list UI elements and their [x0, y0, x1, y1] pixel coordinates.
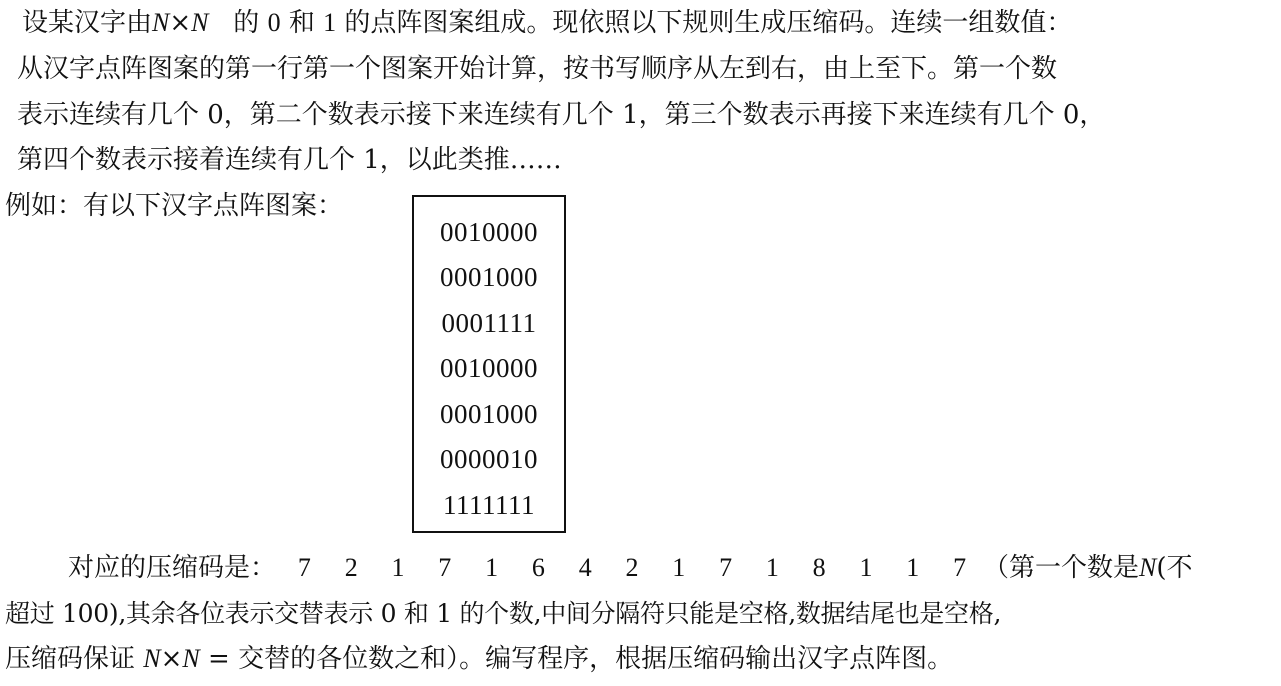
code-value: 1 — [765, 553, 779, 582]
p1-text-a: 设某汉字由 — [22, 8, 153, 38]
matrix-row: 0001000 — [440, 399, 538, 429]
matrix-row: 1111111 — [443, 490, 535, 520]
p1-text-c: 和 — [288, 8, 315, 38]
code-prefix: 对应的压缩码是： — [68, 553, 277, 583]
p1-text-b: 的 — [233, 8, 260, 38]
times-sign: × — [169, 8, 192, 38]
paragraph1-line4: 第四个数表示接着连续有几个 1，以此类推…… — [17, 145, 562, 175]
var-n: N — [152, 8, 170, 37]
example-label: 例如：有以下汉字点阵图案： — [5, 191, 344, 221]
p2-text-a: 压缩码保证 — [5, 644, 136, 674]
code-value: 7 — [297, 553, 311, 582]
code-value: 7 — [953, 553, 967, 582]
code-value: 2 — [344, 553, 358, 582]
code-value: 7 — [719, 553, 733, 582]
paragraph1-line1 — [22, 0, 1072, 46]
code-value: 1 — [859, 553, 873, 582]
digit-zero: 0 — [267, 8, 281, 37]
code-value: 8 — [812, 553, 826, 582]
code-value: 6 — [531, 553, 545, 582]
code-value: 1 — [485, 553, 499, 582]
digit-one: 1 — [323, 8, 337, 37]
var-n: N — [1138, 553, 1157, 582]
code-value: 1 — [906, 553, 920, 582]
matrix-row: 0001000 — [440, 262, 538, 292]
paragraph1-line2: 从汉字点阵图案的第一行第一个图案开始计算，按书写顺序从左到右，由上至下。第一个数 — [17, 54, 1058, 84]
paragraph2-line1 — [68, 545, 1192, 591]
code-value: 7 — [438, 553, 452, 582]
paragraph1-line3: 表示连续有几个 0，第二个数表示接下来连续有几个 1，第三个数表示再接下来连续有几个 0， — [17, 100, 1106, 130]
note-a: （第一个数是 — [982, 553, 1139, 583]
code-value: 1 — [672, 553, 686, 582]
matrix-row: 0010000 — [440, 217, 538, 247]
note-b: (不 — [1156, 553, 1193, 583]
paragraph2-line2: 超过 100),其余各位表示交替表示 0 和 1 的个数,中间分隔符只能是空格,数据结尾也是空格, — [5, 599, 1002, 628]
p2-text-b: = 交替的各位数之和）。编写程序，根据压缩码输出汉字点阵图。 — [208, 644, 954, 674]
p1-text-d: 的点阵图案组成。现依照以下规则生成压缩码。连续一组数值： — [344, 8, 1073, 38]
times-sign: × — [160, 644, 183, 674]
compression-code-sequence — [281, 553, 983, 582]
code-value: 4 — [578, 553, 592, 582]
var-n: N — [191, 8, 209, 37]
matrix-row: 0010000 — [440, 353, 538, 383]
var-n: N — [143, 644, 161, 673]
code-value: 1 — [391, 553, 405, 582]
code-value: 2 — [625, 553, 639, 582]
var-n: N — [182, 644, 200, 673]
matrix-row: 0000010 — [440, 444, 538, 474]
paragraph2-line3 — [5, 636, 953, 682]
dot-matrix-pattern — [412, 195, 566, 533]
matrix-row: 0001111 — [441, 308, 537, 338]
